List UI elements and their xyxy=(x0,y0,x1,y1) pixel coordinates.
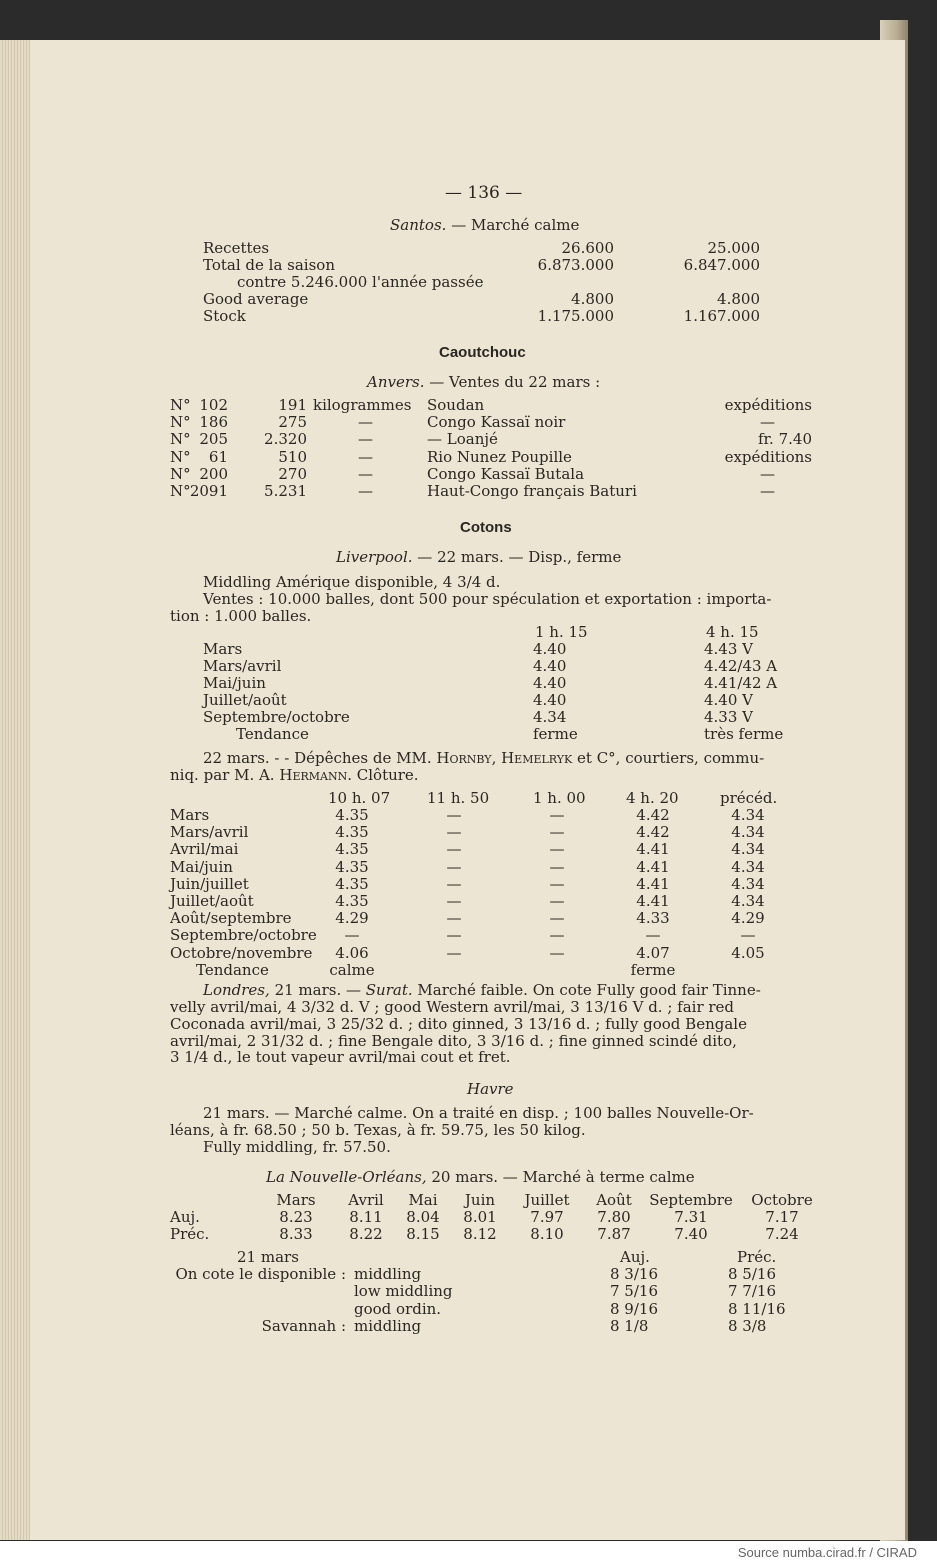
londres-place: Londres, xyxy=(203,981,270,999)
liverpool-row-value-4h15: très ferme xyxy=(704,725,784,743)
closing-row-cell: 4.34 xyxy=(731,874,765,893)
closing-table-header: précéd. xyxy=(720,789,778,807)
caoutchouc-row-no: N° xyxy=(170,396,191,414)
londres-line-1 xyxy=(203,982,761,999)
caoutchouc-row-unit: kilogrammes xyxy=(313,396,412,414)
closing-row-cell: 4.34 xyxy=(731,857,765,876)
dispo-row-prec: 8 5/16 xyxy=(728,1265,776,1283)
dispo-row-prefix: On cote le disponible : xyxy=(175,1265,346,1283)
liverpool-heading xyxy=(336,549,621,566)
santos-row-value-previous: 25.000 xyxy=(707,239,760,257)
nouvelle-orleans-heading-rest: 20 mars. — Marché à terme calme xyxy=(431,1168,695,1186)
santos-row-label: Stock xyxy=(203,307,246,325)
caoutchouc-row-number: 61 xyxy=(208,447,228,466)
depeches-line-1 xyxy=(203,750,764,767)
nouvelle-orleans-place: La Nouvelle-Orléans, xyxy=(266,1168,427,1186)
closing-row-cell: — xyxy=(645,926,661,945)
closing-table-header: 10 h. 07 xyxy=(328,789,391,807)
closing-row-cell: 4.35 xyxy=(335,874,369,893)
closing-row-cell: — xyxy=(549,874,565,893)
closing-row-cell: — xyxy=(446,874,462,893)
nouvelle-orleans-cell: 7.24 xyxy=(765,1225,799,1243)
closing-row-cell: — xyxy=(446,909,462,928)
nouvelle-orleans-header: Mai xyxy=(408,1191,438,1209)
closing-row-cell: 4.29 xyxy=(335,909,369,928)
dispo-row-prec: 8 3/8 xyxy=(728,1316,767,1335)
source-credit: Source numba.cirad.fr / CIRAD xyxy=(737,1545,917,1560)
havre-line: Fully middling, fr. 57.50. xyxy=(203,1138,391,1156)
page-number: — 136 — xyxy=(445,183,523,203)
nouvelle-orleans-heading xyxy=(266,1169,695,1186)
closing-row-label: Septembre/octobre xyxy=(170,926,317,945)
nouvelle-orleans-cell: 8.33 xyxy=(279,1225,313,1243)
closing-row-cell: 4.41 xyxy=(636,840,670,859)
santos-row-value-current: 6.873.000 xyxy=(537,256,614,274)
liverpool-row-value-4h15: 4.41/42 A xyxy=(704,674,778,692)
dispo-row-grade: good ordin. xyxy=(354,1299,442,1318)
santos-row-value-previous: 1.167.000 xyxy=(683,307,760,325)
depeches-names: Hornby, Hemelryk xyxy=(436,749,573,767)
depeches-text-b: et C°, courtiers, commu- xyxy=(577,749,765,767)
closing-row-cell: 4.34 xyxy=(731,823,765,842)
liverpool-row-value-4h15: 4.43 V xyxy=(704,640,753,658)
closing-row-cell: — xyxy=(446,840,462,859)
depeches-line-2 xyxy=(170,767,419,784)
liverpool-row-value-1h15: 4.40 xyxy=(533,657,567,675)
caoutchouc-row-no: N° xyxy=(170,482,191,500)
closing-row-label: Octobre/novembre xyxy=(170,943,313,962)
caoutchouc-row-status: expéditions xyxy=(724,396,812,414)
closing-table-header: 11 h. 50 xyxy=(427,789,490,807)
closing-row-label: Juillet/août xyxy=(170,892,254,910)
closing-row-label: Mars/avril xyxy=(170,823,249,842)
closing-row-label: Tendance xyxy=(196,960,269,979)
caoutchouc-row-unit: — xyxy=(358,464,373,483)
closing-row-cell: calme xyxy=(329,960,375,979)
closing-row-cell: 4.34 xyxy=(731,840,765,859)
closing-row-cell: — xyxy=(446,823,462,842)
closing-row-cell: — xyxy=(344,926,360,945)
caoutchouc-row-quantity: 270 xyxy=(278,464,307,483)
dispo-date: 21 mars xyxy=(237,1248,299,1266)
caoutchouc-row-quantity: 275 xyxy=(278,413,307,432)
closing-row-cell: 4.29 xyxy=(731,909,765,928)
closing-row-cell: 4.06 xyxy=(335,943,369,962)
closing-row-cell: 4.34 xyxy=(731,892,765,910)
caoutchouc-row-description: Congo Kassaï Butala xyxy=(427,464,585,483)
caoutchouc-row-no: N° xyxy=(170,413,191,432)
dispo-row-auj: 8 9/16 xyxy=(610,1299,658,1318)
liverpool-row-value-4h15: 4.40 V xyxy=(704,691,753,709)
santos-row-label: Total de la saison xyxy=(203,256,335,274)
liverpool-row-label: Juillet/août xyxy=(203,691,287,709)
liverpool-row-value-1h15: 4.34 xyxy=(533,708,567,726)
closing-row-label: Avril/mai xyxy=(170,840,239,859)
nouvelle-orleans-cell: 8.04 xyxy=(406,1208,440,1226)
closing-row-cell: — xyxy=(549,857,565,876)
closing-row-cell: 4.41 xyxy=(636,874,670,893)
caoutchouc-row-number: 186 xyxy=(199,413,228,432)
closing-row-cell: 4.41 xyxy=(636,892,670,910)
closing-row-cell: — xyxy=(549,823,565,842)
closing-row-cell: — xyxy=(549,909,565,928)
liverpool-row-label: Septembre/octobre xyxy=(203,708,350,726)
closing-row-cell: — xyxy=(446,943,462,962)
londres-line: 3 1/4 d., le tout vapeur avril/mai cout et fret. xyxy=(170,1048,511,1067)
liverpool-place: Liverpool. xyxy=(336,548,413,566)
closing-row-cell: — xyxy=(446,926,462,945)
dispo-row-prec: 8 11/16 xyxy=(728,1299,786,1318)
anvers-heading-rest: — Ventes du 22 mars : xyxy=(429,373,601,391)
nouvelle-orleans-cell: 8.01 xyxy=(463,1208,497,1226)
caoutchouc-row-unit: — xyxy=(358,447,373,466)
closing-table-header: 4 h. 20 xyxy=(626,789,679,807)
dispo-row-auj: 8 1/8 xyxy=(610,1316,649,1335)
liverpool-row-value-1h15: 4.40 xyxy=(533,691,567,709)
closing-row-label: Août/septembre xyxy=(170,909,292,928)
caoutchouc-row-quantity: 5.231 xyxy=(264,482,307,500)
closing-row-cell: — xyxy=(549,840,565,859)
londres-line1-rest: Marché faible. On cote Fully good fair Tinne- xyxy=(417,981,761,999)
santos-heading xyxy=(390,217,579,234)
caoutchouc-row-description: Haut-Congo français Baturi xyxy=(427,482,637,500)
santos-row-label: contre 5.246.000 l'année passée xyxy=(237,273,484,291)
nouvelle-orleans-cell: 8.23 xyxy=(279,1208,313,1226)
londres-surat: Surat. xyxy=(365,981,413,999)
dispo-row-prefix: Savannah : xyxy=(261,1316,346,1335)
caoutchouc-row-number: 200 xyxy=(199,464,228,483)
caoutchouc-row-description: Rio Nunez Poupille xyxy=(427,447,572,466)
closing-row-cell: 4.41 xyxy=(636,857,670,876)
caoutchouc-row-number: 102 xyxy=(199,396,228,414)
caoutchouc-row-unit: — xyxy=(358,413,373,432)
dispo-row-auj: 8 3/16 xyxy=(610,1265,658,1283)
caoutchouc-row-description: Congo Kassaï noir xyxy=(427,413,566,432)
closing-row-cell: 4.35 xyxy=(335,840,369,859)
nouvelle-orleans-cell: 8.12 xyxy=(463,1225,497,1243)
ventes-line-2: tion : 1.000 balles. xyxy=(170,607,312,625)
depeches-text-d: Clôture. xyxy=(356,766,419,784)
londres-line: Coconada avril/mai, 3 25/32 d. ; dito ginned, 3 13/16 d. ; fully good Bengale xyxy=(170,1014,747,1033)
caoutchouc-row-unit: — xyxy=(358,430,373,449)
santos-row-value-current: 1.175.000 xyxy=(537,307,614,325)
anvers-place: Anvers. xyxy=(367,373,425,391)
liverpool-row-value-1h15: 4.40 xyxy=(533,674,567,692)
depeches-name-2: Hermann. xyxy=(279,766,352,784)
londres-line: velly avril/mai, 4 3/32 d. V ; good Western avril/mai, 3 13/16 V d. ; fair red xyxy=(170,998,735,1016)
closing-row-label: Mars xyxy=(170,806,210,824)
caoutchouc-row-status: — xyxy=(760,413,775,432)
nouvelle-orleans-cell: 8.11 xyxy=(349,1208,383,1226)
caoutchouc-row-quantity: 191 xyxy=(278,396,307,414)
santos-row-value-previous: 4.800 xyxy=(717,290,760,308)
nouvelle-orleans-cell: 7.40 xyxy=(674,1225,708,1243)
santos-row-label: Recettes xyxy=(203,239,270,257)
closing-row-cell: — xyxy=(740,926,756,945)
caoutchouc-row-unit: — xyxy=(358,482,373,500)
closing-row-cell: — xyxy=(549,943,565,962)
liverpool-row-label: Mars xyxy=(203,640,243,658)
closing-row-cell: 4.05 xyxy=(731,943,765,962)
liverpool-row-label: Tendance xyxy=(236,725,309,743)
nouvelle-orleans-cell: 7.87 xyxy=(597,1225,631,1243)
liverpool-row-label: Mars/avril xyxy=(203,657,282,675)
depeches-text-c: niq. par M. A. xyxy=(170,766,275,784)
closing-row-cell: — xyxy=(549,892,565,910)
nouvelle-orleans-row-label: Préc. xyxy=(170,1225,210,1243)
dispo-row-grade: low middling xyxy=(354,1282,453,1301)
closing-row-cell: — xyxy=(446,857,462,876)
nouvelle-orleans-cell: 8.15 xyxy=(406,1225,440,1243)
closing-row-cell: 4.35 xyxy=(335,892,369,910)
liverpool-row-value-1h15: ferme xyxy=(533,725,578,743)
stacked-pages-edge xyxy=(0,40,30,1540)
middling-line: Middling Amérique disponible, 4 3/4 d. xyxy=(203,573,501,591)
dispo-header-prec: Préc. xyxy=(737,1248,777,1266)
caoutchouc-row-number: 205 xyxy=(199,430,228,449)
anvers-heading xyxy=(367,374,600,391)
caoutchouc-row-no: N° xyxy=(170,430,191,449)
caoutchouc-row-description: Soudan xyxy=(427,396,485,414)
nouvelle-orleans-cell: 8.10 xyxy=(530,1225,564,1243)
closing-row-cell: 4.33 xyxy=(636,909,670,928)
liverpool-table-header: 1 h. 15 xyxy=(535,623,588,641)
caoutchouc-row-no: N° xyxy=(170,464,191,483)
dispo-row-prec: 7 7/16 xyxy=(728,1282,776,1301)
caoutchouc-row-description: — Loanjé xyxy=(427,430,498,449)
closing-table-header: 1 h. 00 xyxy=(533,789,586,807)
closing-row-cell: 4.07 xyxy=(636,943,670,962)
closing-row-cell: — xyxy=(446,892,462,910)
havre-title: Havre xyxy=(467,1080,514,1098)
closing-row-cell: 4.42 xyxy=(636,823,670,842)
nouvelle-orleans-cell: 8.22 xyxy=(349,1225,383,1243)
havre-line: 21 mars. — Marché calme. On a traité en disp. ; 100 balles Nouvelle-Or- xyxy=(203,1104,754,1122)
santos-row-value-previous: 6.847.000 xyxy=(683,256,760,274)
dispo-row-grade: middling xyxy=(354,1316,422,1335)
caoutchouc-row-status: expéditions xyxy=(724,447,812,466)
caoutchouc-row-quantity: 2.320 xyxy=(264,430,307,449)
liverpool-row-value-1h15: 4.40 xyxy=(533,640,567,658)
nouvelle-orleans-header: Mars xyxy=(276,1191,316,1209)
caoutchouc-row-status: — xyxy=(760,482,775,500)
cotons-title: Cotons xyxy=(460,519,512,536)
caoutchouc-title: Caoutchouc xyxy=(439,344,526,361)
dispo-row-auj: 7 5/16 xyxy=(610,1282,658,1301)
nouvelle-orleans-header: Août xyxy=(596,1191,632,1209)
liverpool-row-value-4h15: 4.33 V xyxy=(704,708,753,726)
santos-place: Santos. xyxy=(390,216,447,234)
closing-row-cell: ferme xyxy=(630,960,676,979)
closing-row-cell: 4.35 xyxy=(335,857,369,876)
closing-row-cell: 4.34 xyxy=(731,806,765,824)
nouvelle-orleans-cell: 7.17 xyxy=(765,1208,799,1226)
liverpool-row-value-4h15: 4.42/43 A xyxy=(704,657,778,675)
londres-date: 21 mars. — xyxy=(274,981,361,999)
closing-row-label: Juin/juillet xyxy=(170,874,249,893)
nouvelle-orleans-header: Juin xyxy=(464,1191,496,1209)
liverpool-heading-rest: — 22 mars. — Disp., ferme xyxy=(417,548,622,566)
nouvelle-orleans-header: Septembre xyxy=(649,1191,733,1209)
nouvelle-orleans-cell: 7.31 xyxy=(674,1208,708,1226)
santos-row-value-current: 4.800 xyxy=(571,290,614,308)
dispo-row-grade: middling xyxy=(354,1265,422,1283)
liverpool-table-header: 4 h. 15 xyxy=(706,623,759,641)
closing-row-label: Mai/juin xyxy=(170,857,233,876)
havre-line: léans, à fr. 68.50 ; 50 b. Texas, à fr. 59.75, les 50 kilog. xyxy=(170,1121,586,1139)
caoutchouc-row-no: N° xyxy=(170,447,191,466)
nouvelle-orleans-row-label: Auj. xyxy=(170,1208,200,1226)
closing-row-cell: — xyxy=(549,926,565,945)
caoutchouc-row-number: 2091 xyxy=(189,482,228,500)
closing-row-cell: 4.42 xyxy=(636,806,670,824)
source-footer xyxy=(0,1541,937,1566)
dispo-header-auj: Auj. xyxy=(620,1248,650,1266)
liverpool-row-label: Mai/juin xyxy=(203,674,266,692)
nouvelle-orleans-cell: 7.80 xyxy=(597,1208,631,1226)
closing-row-cell: — xyxy=(549,806,565,824)
nouvelle-orleans-header: Avril xyxy=(348,1191,384,1209)
nouvelle-orleans-header: Juillet xyxy=(524,1191,570,1209)
londres-line: avril/mai, 2 31/32 d. ; fine Bengale dito, 3 3/16 d. ; fine ginned scindé dito, xyxy=(170,1031,737,1050)
santos-row-label: Good average xyxy=(203,290,309,308)
ventes-line-1: Ventes : 10.000 balles, dont 500 pour spéculation et exportation : importa- xyxy=(203,590,772,608)
closing-row-cell: 4.35 xyxy=(335,823,369,842)
depeches-text-a: 22 mars. - - Dépêches de MM. xyxy=(203,749,432,767)
closing-row-cell: 4.35 xyxy=(335,806,369,824)
caoutchouc-row-status: fr. 7.40 xyxy=(757,430,812,449)
closing-row-cell: — xyxy=(446,806,462,824)
santos-heading-rest: — Marché calme xyxy=(451,216,580,234)
caoutchouc-row-quantity: 510 xyxy=(278,447,307,466)
nouvelle-orleans-cell: 7.97 xyxy=(530,1208,564,1226)
caoutchouc-row-status: — xyxy=(760,464,775,483)
santos-row-value-current: 26.600 xyxy=(561,239,614,257)
nouvelle-orleans-header: Octobre xyxy=(751,1191,813,1209)
